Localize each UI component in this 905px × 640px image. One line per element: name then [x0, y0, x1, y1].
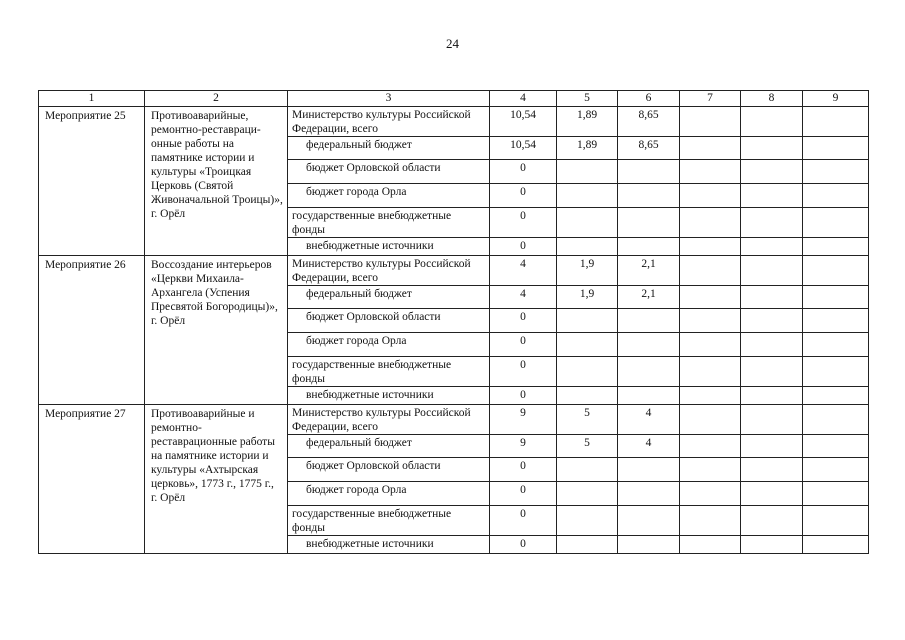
- value-cell-col5: [557, 184, 618, 208]
- value-cell-col5: 5: [557, 435, 618, 458]
- value-cell-col5: 1,89: [557, 137, 618, 160]
- empty-cell-col9: [803, 208, 869, 238]
- funding-source: Министерство культуры Российской Федерации, всего: [288, 405, 490, 435]
- value-cell-col5: [557, 333, 618, 357]
- empty-cell-col7: [680, 184, 741, 208]
- value-cell-col5: [557, 482, 618, 506]
- empty-cell-col9: [803, 238, 869, 256]
- header-cell-2: 2: [145, 91, 288, 107]
- value-cell-col5: 1,9: [557, 256, 618, 286]
- value-cell-col6: [618, 536, 680, 554]
- value-cell-col5: 1,9: [557, 286, 618, 309]
- event-description: Противоаварийные и ремонтно-реставрационные работы на памятнике истории и культуры «Ахтырская церковь», 1773 г., 1775 г., г. Орёл: [145, 405, 288, 554]
- empty-cell-col9: [803, 309, 869, 333]
- value-cell-col6: [618, 184, 680, 208]
- table-row: [39, 405, 869, 435]
- empty-cell-col9: [803, 137, 869, 160]
- header-cell-4: 4: [490, 91, 557, 107]
- value-cell-col6: [618, 458, 680, 482]
- value-cell-col4: 0: [490, 357, 557, 387]
- value-cell-col5: [557, 160, 618, 184]
- funding-source: бюджет Орловской области: [288, 160, 490, 184]
- funding-source: Министерство культуры Российской Федерации, всего: [288, 107, 490, 137]
- event-name: Мероприятие 26: [39, 256, 145, 405]
- value-cell-col4: 0: [490, 238, 557, 256]
- funding-source: государственные внебюджетные фонды: [288, 208, 490, 238]
- table-body: [39, 107, 869, 554]
- value-cell-col5: [557, 387, 618, 405]
- value-cell-col4: 0: [490, 208, 557, 238]
- empty-cell-col8: [741, 286, 803, 309]
- empty-cell-col7: [680, 107, 741, 137]
- value-cell-col6: [618, 357, 680, 387]
- funding-source: бюджет города Орла: [288, 333, 490, 357]
- empty-cell-col8: [741, 458, 803, 482]
- value-cell-col6: [618, 160, 680, 184]
- funding-source: внебюджетные источники: [288, 387, 490, 405]
- table-header: [39, 91, 869, 107]
- empty-cell-col7: [680, 357, 741, 387]
- header-cell-6: 6: [618, 91, 680, 107]
- empty-cell-col8: [741, 536, 803, 554]
- value-cell-col5: [557, 309, 618, 333]
- empty-cell-col9: [803, 458, 869, 482]
- funding-source: Министерство культуры Российской Федерации, всего: [288, 256, 490, 286]
- empty-cell-col8: [741, 357, 803, 387]
- empty-cell-col7: [680, 137, 741, 160]
- value-cell-col6: 2,1: [618, 256, 680, 286]
- value-cell-col6: 4: [618, 435, 680, 458]
- empty-cell-col8: [741, 184, 803, 208]
- value-cell-col5: [557, 238, 618, 256]
- empty-cell-col9: [803, 435, 869, 458]
- value-cell-col6: [618, 333, 680, 357]
- value-cell-col4: 0: [490, 333, 557, 357]
- value-cell-col4: 0: [490, 184, 557, 208]
- value-cell-col6: [618, 309, 680, 333]
- empty-cell-col8: [741, 482, 803, 506]
- empty-cell-col7: [680, 387, 741, 405]
- empty-cell-col8: [741, 137, 803, 160]
- empty-cell-col8: [741, 107, 803, 137]
- empty-cell-col8: [741, 256, 803, 286]
- value-cell-col4: 9: [490, 435, 557, 458]
- value-cell-col4: 10,54: [490, 137, 557, 160]
- empty-cell-col8: [741, 387, 803, 405]
- empty-cell-col7: [680, 333, 741, 357]
- empty-cell-col8: [741, 405, 803, 435]
- empty-cell-col7: [680, 256, 741, 286]
- empty-cell-col8: [741, 333, 803, 357]
- empty-cell-col8: [741, 309, 803, 333]
- empty-cell-col9: [803, 333, 869, 357]
- empty-cell-col9: [803, 506, 869, 536]
- empty-cell-col9: [803, 387, 869, 405]
- value-cell-col6: [618, 238, 680, 256]
- empty-cell-col7: [680, 238, 741, 256]
- value-cell-col5: [557, 506, 618, 536]
- value-cell-col4: 4: [490, 256, 557, 286]
- value-cell-col6: [618, 208, 680, 238]
- value-cell-col4: 0: [490, 387, 557, 405]
- event-description: Воссоздание интерьеров «Церкви Михаила-Архангела (Успения Пресвятой Богородицы)», г. Орёл: [145, 256, 288, 405]
- header-cell-1: 1: [39, 91, 145, 107]
- empty-cell-col8: [741, 208, 803, 238]
- empty-cell-col9: [803, 286, 869, 309]
- funding-source: внебюджетные источники: [288, 536, 490, 554]
- empty-cell-col8: [741, 160, 803, 184]
- value-cell-col4: 10,54: [490, 107, 557, 137]
- value-cell-col4: 0: [490, 309, 557, 333]
- value-cell-col6: 8,65: [618, 107, 680, 137]
- funding-source: государственные внебюджетные фонды: [288, 506, 490, 536]
- empty-cell-col7: [680, 286, 741, 309]
- empty-cell-col8: [741, 238, 803, 256]
- empty-cell-col9: [803, 405, 869, 435]
- header-cell-8: 8: [741, 91, 803, 107]
- value-cell-col4: 0: [490, 482, 557, 506]
- empty-cell-col7: [680, 208, 741, 238]
- table-row: [39, 107, 869, 137]
- table-row: [39, 256, 869, 286]
- value-cell-col5: 5: [557, 405, 618, 435]
- funding-source: бюджет Орловской области: [288, 458, 490, 482]
- value-cell-col5: [557, 208, 618, 238]
- funding-table: [38, 90, 869, 554]
- empty-cell-col7: [680, 160, 741, 184]
- funding-source: федеральный бюджет: [288, 435, 490, 458]
- value-cell-col6: [618, 387, 680, 405]
- funding-source: государственные внебюджетные фонды: [288, 357, 490, 387]
- event-name: Мероприятие 27: [39, 405, 145, 554]
- funding-source: внебюджетные источники: [288, 238, 490, 256]
- funding-source: федеральный бюджет: [288, 286, 490, 309]
- header-cell-9: 9: [803, 91, 869, 107]
- header-row: [39, 91, 869, 107]
- event-name: Мероприятие 25: [39, 107, 145, 256]
- value-cell-col6: [618, 506, 680, 536]
- value-cell-col4: 0: [490, 506, 557, 536]
- empty-cell-col9: [803, 184, 869, 208]
- header-cell-7: 7: [680, 91, 741, 107]
- value-cell-col4: 0: [490, 458, 557, 482]
- empty-cell-col9: [803, 256, 869, 286]
- value-cell-col4: 0: [490, 536, 557, 554]
- value-cell-col6: [618, 482, 680, 506]
- empty-cell-col9: [803, 482, 869, 506]
- empty-cell-col9: [803, 536, 869, 554]
- value-cell-col4: 9: [490, 405, 557, 435]
- empty-cell-col7: [680, 309, 741, 333]
- empty-cell-col8: [741, 435, 803, 458]
- empty-cell-col9: [803, 160, 869, 184]
- value-cell-col5: 1,89: [557, 107, 618, 137]
- empty-cell-col8: [741, 506, 803, 536]
- empty-cell-col7: [680, 405, 741, 435]
- value-cell-col5: [557, 536, 618, 554]
- empty-cell-col7: [680, 482, 741, 506]
- page-number: 24: [446, 36, 459, 51]
- value-cell-col5: [557, 357, 618, 387]
- value-cell-col6: 2,1: [618, 286, 680, 309]
- header-cell-3: 3: [288, 91, 490, 107]
- value-cell-col6: 4: [618, 405, 680, 435]
- empty-cell-col7: [680, 506, 741, 536]
- empty-cell-col7: [680, 435, 741, 458]
- value-cell-col6: 8,65: [618, 137, 680, 160]
- empty-cell-col7: [680, 458, 741, 482]
- value-cell-col5: [557, 458, 618, 482]
- empty-cell-col9: [803, 357, 869, 387]
- event-description: Противоаварийные, ремонтно-реставраци-онные работы на памятнике истории и культуры «Троицкая Церковь (Святой Живоначальной Троицы)», г. Орёл: [145, 107, 288, 256]
- funding-source: бюджет города Орла: [288, 482, 490, 506]
- header-cell-5: 5: [557, 91, 618, 107]
- value-cell-col4: 0: [490, 160, 557, 184]
- empty-cell-col9: [803, 107, 869, 137]
- funding-source: федеральный бюджет: [288, 137, 490, 160]
- empty-cell-col7: [680, 536, 741, 554]
- funding-source: бюджет города Орла: [288, 184, 490, 208]
- value-cell-col4: 4: [490, 286, 557, 309]
- funding-source: бюджет Орловской области: [288, 309, 490, 333]
